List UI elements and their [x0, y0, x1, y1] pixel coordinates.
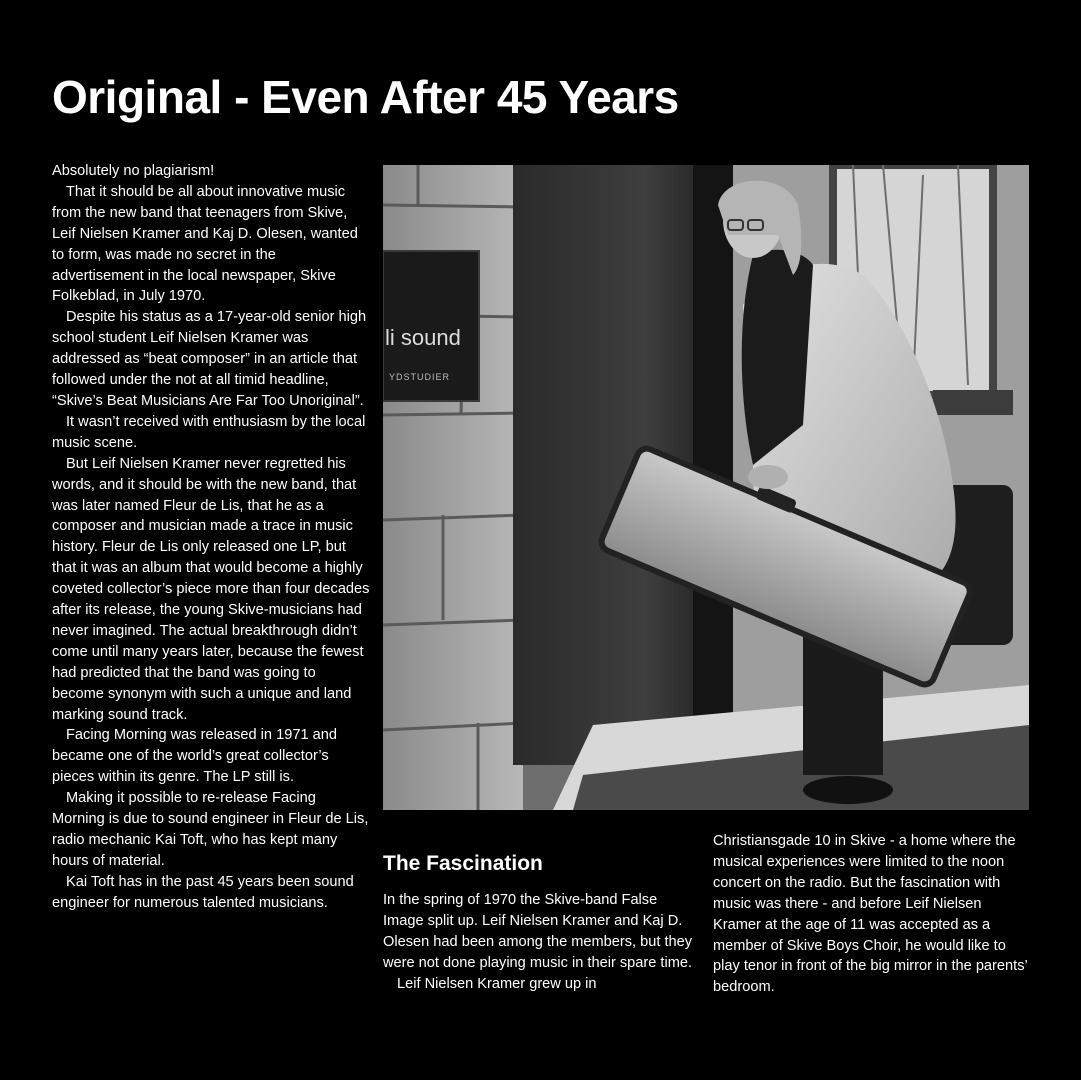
paragraph: Christiansgade 10 in Skive - a home where the musical experiences were limited to the noon concert on the radio. But the fascination with music was there - and before Leif Nielsen Kramer at the age of 11 was accepted as a member of Skive Boys Choir, he would like to play tenor in front of the big mirror in the parents’ bedroom. [713, 833, 1028, 996]
page-title: Original - Even After 45 Years [52, 71, 679, 123]
photo-man-with-guitar-case [383, 165, 1029, 810]
paragraph: In the spring of 1970 the Skive-band False Image split up. Leif Nielsen Kramer and Kaj D. Olesen had been among the members, but they were not done playing music in their spare time. [383, 892, 693, 971]
paragraph: Absolutely no plagiarism! [52, 163, 215, 179]
left-text-column [52, 161, 370, 914]
paragraph: Making it possible to re-release Facing Morning is due to sound engineer in Fleur de Lis, radio mechanic Kai Toft, who has kept many hours of material. [52, 790, 369, 869]
paragraph: It wasn’t received with enthusiasm by the local music scene. [52, 413, 366, 451]
section-heading: The Fascination [383, 852, 543, 875]
paragraph: But Leif Nielsen Kramer never regretted his words, and it should be with the new band, that was later named Fleur de Lis, that he as a composer and musician made a trace in music history. Fleur de Lis only released one LP, but that it was an album that would become a highly coveted collector’s piece more than four decades after its release, the young Skive-musicians had never imagined. The actual breakthrough didn’t come until many years later, because the fewest had predicted that the band was going to become synonym with such a unique and land marking sound track. [52, 455, 370, 723]
sign-text: li sound [385, 325, 461, 350]
paragraph: Facing Morning was released in 1971 and became one of the world’s great collector’s pieces within its genre. The LP still is. [52, 727, 337, 786]
paragraph: Kai Toft has in the past 45 years been sound engineer for numerous talented musicians. [52, 873, 354, 911]
middle-text-column [383, 850, 699, 995]
paragraph: Leif Nielsen Kramer grew up in [397, 975, 597, 992]
sign-subtext: YDSTUDIER [389, 372, 451, 382]
paragraph: That it should be all about innovative music from the new band that teenagers from Skive, Leif Nielsen Kramer and Kaj D. Olesen, wanted to form, was made no secret in the advertisement in the local newspaper, Skive Folkeblad, in July 1970. [52, 183, 358, 305]
paragraph: Despite his status as a 17-year-old senior high school student Leif Nielsen Kramer was addressed as “beat composer” in an article that followed under the not at all timid headline, “Skive’s Beat Musicians Are Far Too Unoriginal”. [52, 309, 367, 409]
right-text-column [713, 831, 1033, 998]
